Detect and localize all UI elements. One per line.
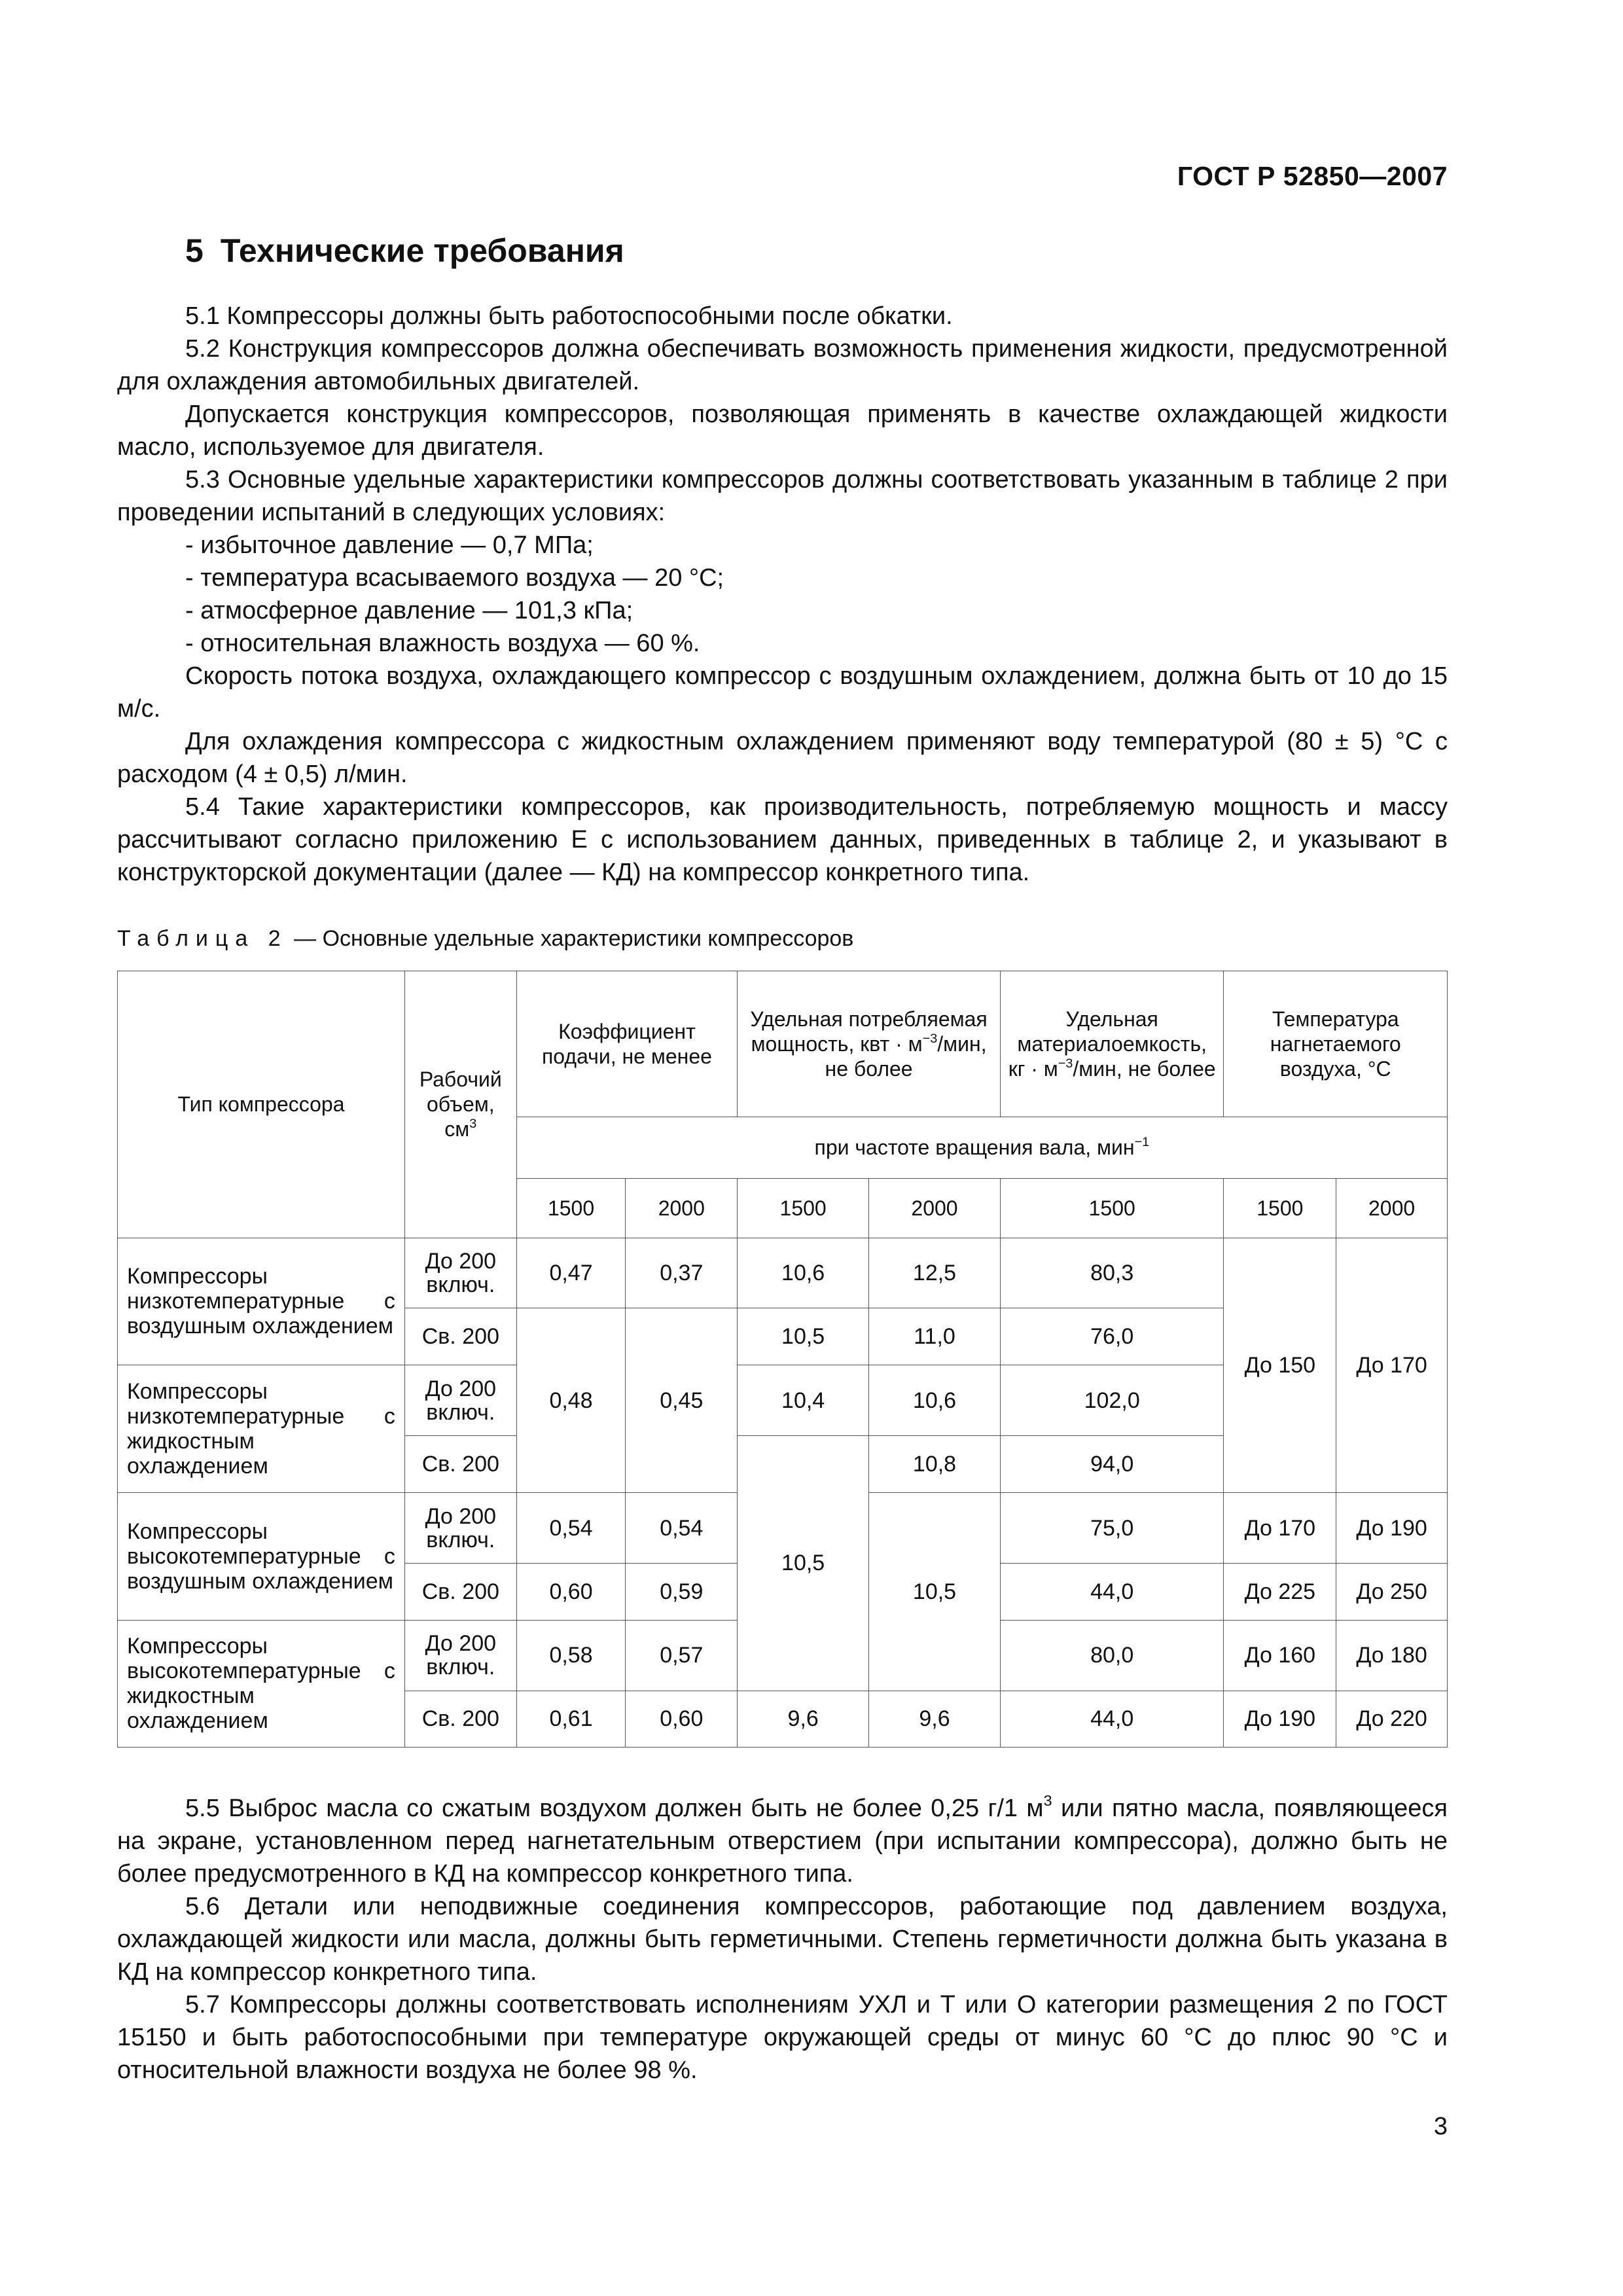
header-power: [738, 971, 1001, 1117]
data-cell: 0,37: [626, 1238, 738, 1308]
characteristics-table: [117, 971, 1448, 1748]
data-cell: 94,0: [1000, 1436, 1224, 1493]
paragraph-5-5-text: 5.5 Выброс масла со сжатым воздухом должен быть не более 0,25 г/1 м: [185, 1795, 1044, 1822]
table-caption-text: — Основные удельные характеристики компрессоров: [287, 926, 854, 951]
header-coef: Коэффициент подачи, не менее: [516, 971, 738, 1117]
data-cell: 0,54: [516, 1493, 626, 1564]
section-body-continued: [117, 1792, 1448, 2087]
data-cell: 10,8: [869, 1436, 1001, 1493]
header-power-text: Удельная потребляемая мощность, квт · м: [750, 1007, 988, 1056]
data-cell: 10,6: [869, 1365, 1001, 1435]
table-row: [118, 1238, 1448, 1308]
list-item: - атмосферное давление — 101,3 кПа;: [185, 597, 633, 624]
data-cell: До 170: [1224, 1493, 1336, 1564]
header-power-unit: /мин, не более: [825, 1032, 987, 1081]
data-cell: 0,48: [516, 1308, 626, 1492]
data-cell: До 220: [1336, 1691, 1448, 1747]
volume-cell: До 200 включ.: [404, 1493, 516, 1564]
data-cell: До 160: [1224, 1620, 1336, 1691]
section-body: [117, 300, 1448, 889]
type-cell: Компрессоры высокотемпературные с воздушным охлаждением: [118, 1493, 405, 1620]
volume-cell: До 200 включ.: [404, 1238, 516, 1308]
volume-cell: До 200 включ.: [404, 1620, 516, 1691]
data-cell: 0,47: [516, 1238, 626, 1308]
volume-cell: Св. 200: [404, 1691, 516, 1747]
header-volume-sup: 3: [469, 1116, 477, 1131]
data-cell: До 190: [1336, 1493, 1448, 1564]
section-title: Технические требования: [220, 232, 624, 269]
header-temperature: Температура нагнетаемого воздуха, °С: [1224, 971, 1448, 1117]
header-type: Тип компрессора: [118, 971, 405, 1238]
header-material: [1000, 971, 1224, 1117]
header-frequency: [516, 1117, 1447, 1178]
volume-cell: Св. 200: [404, 1436, 516, 1493]
data-cell: 9,6: [869, 1691, 1001, 1747]
data-cell: 44,0: [1000, 1691, 1224, 1747]
data-cell: До 250: [1336, 1564, 1448, 1620]
paragraph-5-5: [117, 1792, 1448, 1890]
data-cell: 75,0: [1000, 1493, 1224, 1564]
section-number: 5: [185, 232, 204, 269]
paragraph-5-5-rest: или пятно масла, появляющееся на экране, установленном перед нагнетательным отверстием (при испытании компрессора), должно быть не более предусмотренного в КД на компрессор конкретного типа.: [117, 1795, 1448, 1888]
data-cell: 0,54: [626, 1493, 738, 1564]
header-frequency-sup: −1: [1134, 1134, 1150, 1149]
data-cell: До 190: [1224, 1691, 1336, 1747]
paragraph-5-2: 5.2 Конструкция компрессоров должна обеспечивать возможность применения жидкости, предусмотренной для охлаждения автомобильных двигателей.: [117, 335, 1448, 395]
data-cell: 10,5: [869, 1493, 1001, 1691]
data-cell: 0,59: [626, 1564, 738, 1620]
type-cell: Компрессоры высокотемпературные с жидкостным охлаждением: [118, 1620, 405, 1747]
header-material-text: Удельная материалоемкость, кг · м: [1008, 1007, 1207, 1081]
data-cell: 44,0: [1000, 1564, 1224, 1620]
table-caption-label: Таблица 2: [117, 926, 288, 951]
data-cell: 0,60: [626, 1691, 738, 1747]
header-material-sup: −3: [1058, 1056, 1073, 1071]
paragraph-liquid-cooling: Для охлаждения компрессора с жидкостным охлаждением применяют воду температурой (80 ± 5) °С с расходом (4 ± 0,5) л/мин.: [117, 728, 1448, 788]
header-material-unit: /мин, не более: [1073, 1057, 1216, 1081]
rpm-header: 1500: [738, 1178, 869, 1238]
paragraph-5-6: 5.6 Детали или неподвижные соединения компрессоров, работающие под давлением воздуха, охлаждающей жидкости или масла, должны быть герметичными. Степень герметичности должна быть указана в КД на компрессор конкретного типа.: [117, 1893, 1448, 1986]
data-cell: 10,5: [738, 1436, 869, 1691]
list-item: - температура всасываемого воздуха — 20 °С;: [185, 564, 724, 592]
table-caption: [117, 926, 853, 952]
rpm-header: 1500: [1000, 1178, 1224, 1238]
data-cell: 0,57: [626, 1620, 738, 1691]
paragraph-5-1: 5.1 Компрессоры должны быть работоспособными после обкатки.: [185, 302, 953, 330]
paragraph-5-5-sup: 3: [1043, 1792, 1052, 1809]
header-frequency-text: при частоте вращения вала, мин: [814, 1136, 1135, 1160]
data-cell: 10,6: [738, 1238, 869, 1308]
data-cell: 76,0: [1000, 1308, 1224, 1365]
data-cell: 0,60: [516, 1564, 626, 1620]
header-volume: [404, 971, 516, 1238]
rpm-header: 2000: [869, 1178, 1001, 1238]
header-power-sup: −3: [922, 1031, 938, 1046]
volume-cell: Св. 200: [404, 1564, 516, 1620]
rpm-header: 2000: [626, 1178, 738, 1238]
volume-cell: До 200 включ.: [404, 1365, 516, 1435]
data-cell: 12,5: [869, 1238, 1001, 1308]
rpm-header: 1500: [516, 1178, 626, 1238]
data-cell: 11,0: [869, 1308, 1001, 1365]
data-cell: 0,61: [516, 1691, 626, 1747]
data-cell: 10,4: [738, 1365, 869, 1435]
paragraph-5-2-note: Допускается конструкция компрессоров, позволяющая применять в качестве охлаждающей жидкости масло, используемое для двигателя.: [117, 401, 1448, 461]
paragraph-airflow: Скорость потока воздуха, охлаждающего компрессор с воздушным охлаждением, должна быть от 10 до 15 м/с.: [117, 662, 1448, 723]
volume-cell: Св. 200: [404, 1308, 516, 1365]
section-heading: [185, 232, 624, 270]
type-cell: Компрессоры низкотемпературные с жидкостным охлаждением: [118, 1365, 405, 1492]
document-code: ГОСТ Р 52850—2007: [1177, 161, 1448, 191]
header-volume-text: Рабочий объем, см: [419, 1067, 502, 1141]
data-cell: 10,5: [738, 1308, 869, 1365]
paragraph-5-4: 5.4 Такие характеристики компрессоров, как производительность, потребляемую мощность и массу рассчитывают согласно приложению Е с использованием данных, приведенных в таблице 2, и указывают в конструкторской документации (далее — КД) на компрессор конкретного типа.: [117, 793, 1448, 886]
type-cell: Компрессоры низкотемпературные с воздушным охлаждением: [118, 1238, 405, 1365]
rpm-header: 1500: [1224, 1178, 1336, 1238]
data-cell: 0,45: [626, 1308, 738, 1492]
data-cell: До 170: [1336, 1238, 1448, 1493]
list-item: - избыточное давление — 0,7 МПа;: [185, 531, 594, 559]
page-number: 3: [1433, 2113, 1448, 2140]
data-cell: 0,58: [516, 1620, 626, 1691]
paragraph-5-7: 5.7 Компрессоры должны соответствовать исполнениям УХЛ и Т или О категории размещения 2 по ГОСТ 15150 и быть работоспособными при температуре окружающей среды от минус 60 °С до плюс 90 °С и относительной влажности воздуха не более 98 %.: [117, 1991, 1448, 2084]
paragraph-5-3: 5.3 Основные удельные характеристики компрессоров должны соответствовать указанным в таблице 2 при проведении испытаний в следующих условиях:: [117, 466, 1448, 526]
data-cell: 102,0: [1000, 1365, 1224, 1435]
data-cell: 80,3: [1000, 1238, 1224, 1308]
rpm-header: 2000: [1336, 1178, 1448, 1238]
data-cell: До 180: [1336, 1620, 1448, 1691]
data-cell: 80,0: [1000, 1620, 1224, 1691]
data-cell: До 150: [1224, 1238, 1336, 1493]
list-item: - относительная влажность воздуха — 60 %.: [185, 630, 700, 657]
data-cell: 9,6: [738, 1691, 869, 1747]
data-cell: До 225: [1224, 1564, 1336, 1620]
